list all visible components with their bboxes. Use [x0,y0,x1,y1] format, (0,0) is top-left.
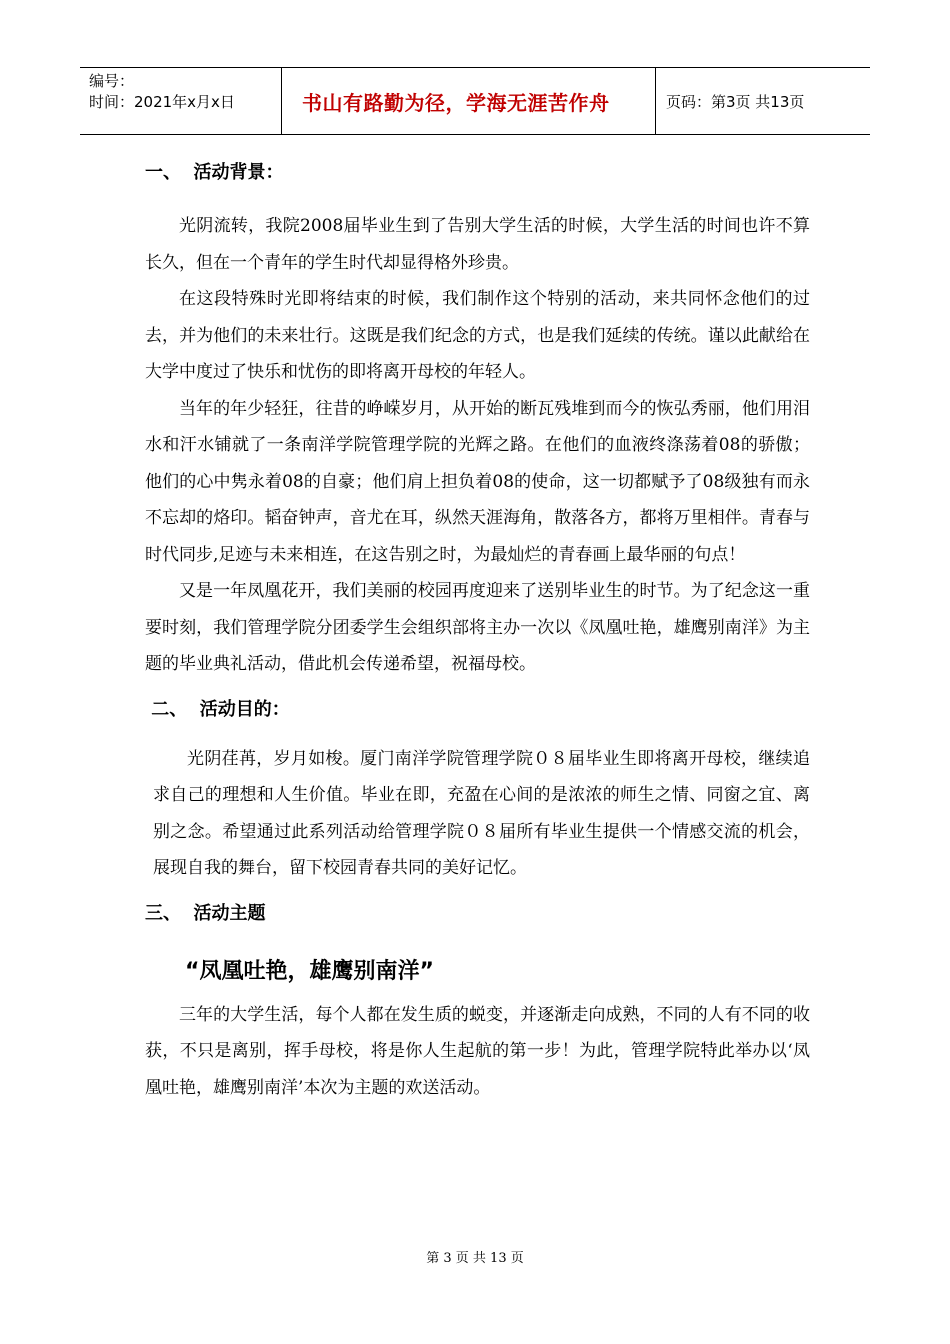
page-footer: 第 3 页 共 13 页 [426,1251,524,1266]
paragraph: 三年的大学生活，每个人都在发生质的蜕变，并逐渐走向成熟，不同的人有不同的收获，不只是离别，挥手母校，将是你人生起航的第一步！为此，管理学院特此举办以‘凤凰吐艳，雄鹰别南洋’本次为主题的欢送活动。 [145,1004,810,1098]
page-header [80,67,870,135]
serial-number-label: 编号： [89,72,135,90]
section-heading-theme: 三、 活动主题 [145,902,266,924]
section-heading-purpose: 二、 活动目的： [145,698,290,720]
header-meta-cell [80,68,282,134]
paragraph: 光阴荏苒，岁月如梭。厦门南洋学院管理学院０８届毕业生即将离开母校，继续追求自己的理想和人生价值。毕业在即，充盈在心间的是浓浓的师生之情、同窗之宜、离别之念。希望通过此系列活动给管理学院０８届所有毕业生提供一个情感交流的机会，展现自我的舞台，留下校园青春共同的美好记忆。 [153,748,810,878]
header-page-info: 页码：第3页 共13页 [666,92,805,111]
section-heading-background: 一、 活动背景： [145,162,284,183]
paragraph: 当年的年少轻狂，往昔的峥嵘岁月，从开始的断瓦残堆到而今的恢弘秀丽，他们用泪水和汗水铺就了一条南洋学院管理学院的光辉之路。在他们的血液终涤荡着08的骄傲；他们的心中隽永着08的自豪；他们肩上担负着08的使命，这一切都赋予了08级独有而永不忘却的烙印。韬奋钟声，音尤在耳，纵然天涯海角，散落各方，都将万里相伴。青春与时代同步,足迹与未来相连，在这告别之时，为最灿烂的青春画上最华丽的句点！ [145,398,810,565]
header-motto: 书山有路勤为径，学海无涯苦作舟 [282,68,656,134]
date-label: 时间：2021年x月x日 [89,93,235,111]
document-body [145,160,810,1106]
theme-title: “凤凰吐艳，雄鹰别南洋” [185,958,434,984]
paragraph: 又是一年凤凰花开，我们美丽的校园再度迎来了送别毕业生的时节。为了纪念这一重要时刻，我们管理学院分团委学生会组织部将主办一次以《凤凰吐艳，雄鹰别南洋》为主题的毕业典礼活动，借此机会传递希望，祝福母校。 [145,581,810,674]
paragraph: 光阴流转，我院2008届毕业生到了告别大学生活的时候，大学生活的时间也许不算长久，但在一个青年的学生时代却显得格外珍贵。 [145,216,810,273]
paragraph: 在这段特殊时光即将结束的时候，我们制作这个特别的活动，来共同怀念他们的过去，并为他们的未来壮行。这既是我们纪念的方式，也是我们延续的传统。谨以此献给在大学中度过了快乐和忧伤的即将离开母校的年轻人。 [145,289,810,382]
